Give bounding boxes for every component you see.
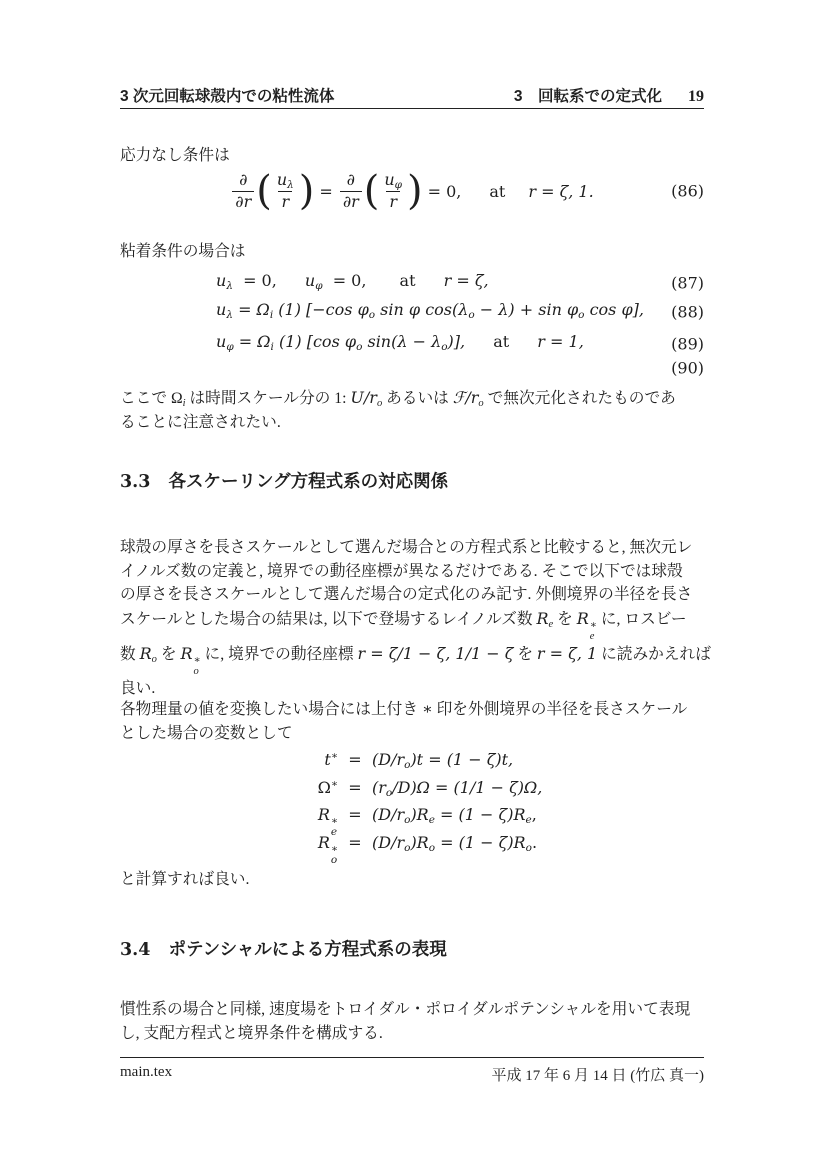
equation-89: $u_\varphi = \Omega_i$ (1) [cos $\varphi_o$ $\sin(\lambda - \lambda_o)$], at r = 1, (89) <box>216 332 704 354</box>
fraction-ulambda-r: $\frac{u_\lambda}{r}$ <box>276 169 294 211</box>
footer-filename: main.tex <box>120 1064 173 1080</box>
paragraph-scaling-correspondence: 球殻の厚さを長さスケールとして選んだ場合との方程式系と比較すると, 無次元レ イノルズ数の定義と, 境界での動径座標が異なるだけである. そこで以下では球殻 の厚さを長さスケールとして選んだ場合の定式化のみ記す. 外側境界の半径を長さ スケールとした場合の結果は, 以下で登場するレイノルズ数 $R_e$ を R ∗ e に, ロスビー 数 $R_o$ を R ∗ o に, 境界での動径座標 r = ζ/1 − ζ, 1/1 − ζ を r = ζ, 1 に読みかえれば 良い. <box>120 539 711 697</box>
header-rule <box>120 108 704 109</box>
fraction-uphi-r: $\frac{u_\varphi}{r}$ <box>384 169 403 211</box>
equation-number-87: (87) <box>671 273 704 293</box>
footer-date: 平成 17 年 6 月 14 日 (竹広 真一) <box>491 1068 704 1084</box>
calc-note: と計算すれば良い. <box>120 871 250 888</box>
equation-number-90: (90) <box>671 358 704 378</box>
running-head-left-title: 3 次元回転球殻内での粘性流体 <box>120 88 335 105</box>
equation-87: $u_\lambda = 0$, $u_\varphi = 0$, at r = ζ, (87) <box>216 271 704 293</box>
fraction-d-dr: $\frac{\partial}{\partial r}$ <box>232 172 254 211</box>
paragraph-omega-note: ここで $\Omega_i$ は時間スケール分の 1: $U/r_o$ あるいは $ℱ/r_o$ で無次元化されたものであ ることに注意されたい. <box>120 388 676 431</box>
equation-90 <box>120 356 704 380</box>
running-head <box>120 84 704 106</box>
footer <box>120 1064 704 1085</box>
eqstar-row-ro: R ∗ o = $(D/r_o)R_o = (1 - \zeta)R_o$. <box>317 832 538 866</box>
equation-number-86: (86) <box>671 181 704 201</box>
fraction-d-dr-2: $\frac{\partial}{\partial r}$ <box>340 172 362 211</box>
equation-starred-variables <box>120 750 826 866</box>
footer-rule <box>120 1057 704 1058</box>
eqstar-row-omega: Ω∗ = $(r_o/D)\Omega = (1/1 - \zeta)\Omega$, <box>317 777 543 799</box>
page-number: 19 <box>688 88 704 105</box>
left-paren-2: ( <box>363 168 380 214</box>
running-head-right <box>514 84 704 106</box>
section-heading-3-4: 3.4 ポテンシャルによる方程式系の表現 <box>120 939 447 960</box>
eqstar-row-re: R ∗ e = $(D/r_o)R_e = (1 - \zeta)R_e$, <box>317 805 537 839</box>
right-paren-2: ) <box>407 168 423 214</box>
noslip-intro: 粘着条件の場合は <box>120 243 246 260</box>
section-heading-3-3: 3.3 各スケーリング方程式系の対応関係 <box>120 471 449 492</box>
running-head-section: 3 回転系での定式化 <box>513 88 662 105</box>
stress-free-intro: 応力なし条件は <box>120 147 230 164</box>
paragraph-transform-values: 各物理量の値を変換したい場合には上付き ∗ 印を外側境界の半径を長さスケール とした場合の変数として <box>120 701 688 742</box>
equation-88: $u_\lambda = \Omega_i$ (1) [−cos $\varphi_o$ sin φ $\cos(\lambda_o - \lambda) + \sin \varphi_o$ cos φ], (88) <box>216 300 704 322</box>
eqstar-row-t: t∗ = $(D/r_o)t = (1 - \zeta)t$, <box>324 750 514 771</box>
equation-86: $\frac{\partial}{\partial r}$ ( $\frac{u_\lambda}{r}$ ) = $\frac{\partial}{\partial r}$ ( $\frac{u_\varphi}{r}$ ) = 0, at r = ζ, 1. (86) <box>120 166 704 216</box>
equation-number-88: (88) <box>671 302 704 322</box>
right-paren: ) <box>298 168 315 214</box>
paragraph-potential-expression: 慣性系の場合と同様, 速度場をトロイダル・ポロイダルポテンシャルを用いて表現 し, 支配方程式と境界条件を構成する. <box>120 1001 691 1042</box>
left-paren: ( <box>256 168 272 214</box>
equation-number-89: (89) <box>671 334 704 354</box>
